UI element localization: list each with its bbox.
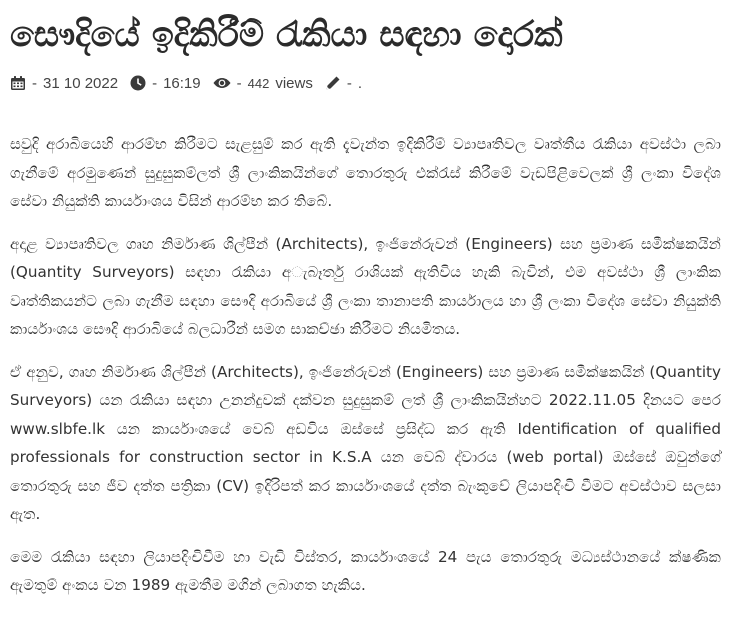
calendar-icon [10,75,26,91]
meta-date [10,75,118,92]
author-text: . [357,74,363,92]
meta-separator: - [236,74,242,92]
clock-icon [130,75,146,91]
meta-separator: - [32,74,37,92]
meta-separator: - [346,74,352,92]
article-meta [10,72,721,94]
article-paragraph: සවුදි අරාබියෙහි ආරම්භ කිරීමට සැළසුම් කර ඇති දැවැන්ත ඉදිකිරීම් ව්‍යාපෘතිවල වෘත්තීය රැකියා අවස්ථා ලබා ගැනීමේ අරමුණෙන් සුදුසුකම්ලත් ශ්‍රී ලාංකිකයින්ගේ තොරතුරු එක්රැස් කිරීමේ වැඩපිළිවෙලක් ශ්‍රී ලංකා විදේශ සේවා නියුක්ති කාර්යාංශය විසින් ආරම්භ කර තිබේ. [10,135,721,210]
article-title: සෞදියේ ඉදිකිරීම් රැකියා සඳහා දොරක් [10,15,563,55]
article-paragraph: මෙම රැකියා සඳහා ලියාපදිංචිවීම හා වැඩි විස්තර, කාර්යාංශයේ 24 පැය තොරතුරු මධ්‍යස්ථානයේ ක්ෂණික ඇමතුම් අංකය වන 1989 ඇමතීම මගින් ලබාගත හැකිය. [10,547,721,594]
article-paragraph: අදාළ ව්‍යාපෘතිවල ගෘහ නිර්මාණ ශිල්පීන් (Architects), ඉංජිනේරුවන් (Engineers) සහ ප්‍රමාණ සමීක්ෂකයින් (Quantity Surveyors) සඳහා රැකියා අැබෑර්තු රාශියක් ඇතිවිය හැකි බැවින්, එම අවස්ථා ශ්‍රී ලාංකික වෘත්තිකයන්ට ලබා ගැනීම සඳහා සෞදි අරාබියේ ශ්‍රී ලංකා තානාපති කාර්යාලය හා ශ්‍රී ලංකා විදේශ සේවා නියුක්ති කාර්යාංශය සෞදි ආරාබියේ බලධාරීන් සමග සාකච්ඡා කිරීමට නියමිතය. [10,234,721,338]
eye-icon [213,75,231,91]
views-count: 442 [247,75,270,91]
views-label: views [275,74,313,92]
meta-time [130,75,201,92]
meta-views [213,75,313,92]
date-text: 31 10 2022 [43,74,119,92]
meta-author [325,75,362,92]
article-paragraph: ඒ අනුව, ගෘහ නිර්මාණ ශිල්පීන් (Architects), ඉංජිනේරුවන් (Engineers) සහ ප්‍රමාණ සමීක්ෂකයින් (Quantity Surveyors) යන රැකියා සඳහා උනන්දුවක් දක්වන සුදුසුකම් ලත් ශ්‍රී ලාංකිකයින්හට 2022.11.05 දිනයට පෙර www.slbfe.lk යන කාර්යාංශයේ වෙබ් අඩවිය ඔස්සේ ප්‍රසිද්ධ කර ඇති Identification of qualified professionals for construction sector in K.S.A යන වෙබ් ද්වාරය (web portal) ඔස්සේ ඔවුන්ගේ තොරතුරු සහ ජීව දත්ත පත්‍රිකා (CV) ඉදිරිපත් කර කාර්යාංශයේ දත්ත බැංකුවේ ලියාපදිංචි වීමට අවස්ථාව සලසා ඇත. [10,362,721,523]
time-text: 16:19 [163,74,201,92]
meta-separator: - [152,74,158,92]
article-body [10,130,721,600]
pencil-icon [325,75,341,91]
